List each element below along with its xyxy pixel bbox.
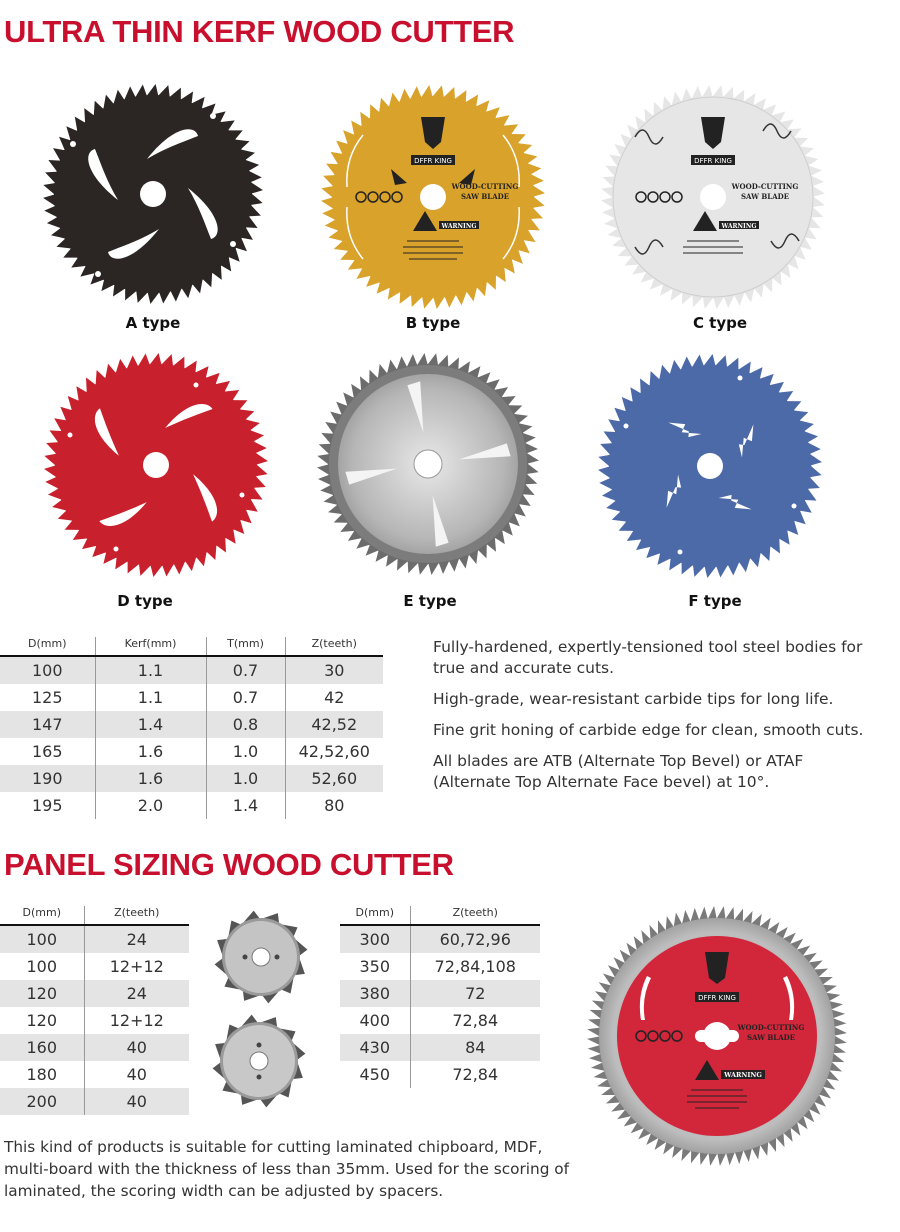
table-row (340, 925, 540, 953)
table-row (0, 1061, 189, 1088)
cell: 24 (84, 980, 189, 1007)
section-title-panel-sizing: PANEL SIZING WOOD CUTTER (4, 847, 454, 882)
table-row (0, 1007, 189, 1034)
table-row (0, 792, 383, 819)
cell: 0.7 (206, 684, 285, 711)
col-header-t: T(mm) (206, 637, 285, 656)
blade-f-image (596, 352, 824, 580)
table-row (0, 1034, 189, 1061)
table-row (0, 684, 383, 711)
svg-text:WARNING: WARNING (721, 223, 757, 230)
panel-sizing-blade-image (586, 905, 848, 1167)
scoring-blade-12t-image (213, 909, 309, 1005)
table-row (340, 953, 540, 980)
cell: 80 (285, 792, 383, 819)
svg-text:SAW BLADE: SAW BLADE (740, 192, 790, 201)
cell: 72,84 (410, 1007, 540, 1034)
caption-f-type: F type (688, 592, 742, 610)
cell: 125 (31, 688, 63, 707)
cell: 120 (0, 980, 84, 1007)
cell: 60,72,96 (410, 925, 540, 953)
cell: 100 (0, 656, 95, 684)
feature-item: Fully-hardened, expertly-tensioned tool steel bodies for true and accurate cuts. (433, 638, 863, 677)
cell: 24 (84, 925, 189, 953)
cell: 30 (285, 656, 383, 684)
table-row (0, 656, 383, 684)
svg-text:SAW BLADE: SAW BLADE (460, 192, 510, 201)
cell: 42,52 (285, 711, 383, 738)
table-row (0, 738, 383, 765)
cell: 1.4 (95, 711, 206, 738)
scoring-blade-24t-image (211, 1013, 307, 1109)
cell: 1.0 (206, 765, 285, 792)
panel-spec-table-small (0, 906, 189, 1115)
col-header-d: D(mm) (0, 906, 84, 925)
cell: 300 (340, 925, 410, 953)
caption-c-type: C type (692, 314, 748, 332)
svg-text:WARNING: WARNING (441, 223, 477, 230)
feature-item: All blades are ATB (Alternate Top Bevel) or ATAF (Alternate Top Alternate Face bevel) at 10°. (433, 752, 804, 791)
cell: 2.0 (95, 792, 206, 819)
col-header-d: D(mm) (0, 637, 95, 656)
cell: 1.6 (95, 765, 206, 792)
cell: 1.1 (95, 684, 206, 711)
ultra-thin-spec-table (0, 637, 383, 819)
col-header-d: D(mm) (340, 906, 410, 925)
svg-text:SAW BLADE: SAW BLADE (746, 1033, 796, 1042)
cell: 40 (84, 1034, 189, 1061)
table-row (340, 1034, 540, 1061)
cell: 40 (84, 1088, 189, 1115)
cell: 450 (359, 1065, 391, 1084)
cell: 84 (410, 1034, 540, 1061)
cell: 12+12 (84, 1007, 189, 1034)
cell: 160 (0, 1034, 84, 1061)
table-row (0, 925, 189, 953)
cell: 400 (359, 1011, 391, 1030)
cell: 42,52,60 (285, 738, 383, 765)
cell: 190 (0, 765, 95, 792)
feature-item: High-grade, wear-resistant carbide tips for long life. (433, 690, 834, 708)
svg-text:WOOD-CUTTING: WOOD-CUTTING (737, 1023, 805, 1032)
cell: 42 (285, 684, 383, 711)
panel-spec-table-large (340, 906, 540, 1088)
cell: 147 (0, 711, 95, 738)
cell: 72,84,108 (410, 953, 540, 980)
cell: 350 (359, 957, 391, 976)
cell: 120 (26, 1011, 58, 1030)
svg-text:DFFR KING: DFFR KING (694, 157, 732, 165)
cell: 100 (26, 957, 58, 976)
cell: 195 (31, 796, 63, 815)
blade-b-image (320, 84, 546, 310)
blade-c-image (600, 84, 826, 310)
feature-item: Fine grit honing of carbide edge for clean, smooth cuts. (433, 721, 864, 739)
table-row (340, 1061, 540, 1088)
caption-e-type: E type (403, 592, 457, 610)
table-row (0, 711, 383, 738)
table-row (340, 980, 540, 1007)
col-header-z: Z(teeth) (285, 637, 383, 656)
caption-d-type: D type (117, 592, 173, 610)
blade-a-image (43, 84, 263, 304)
cell: 72 (410, 980, 540, 1007)
col-header-z: Z(teeth) (84, 906, 189, 925)
cell: 165 (31, 742, 63, 761)
cell: 100 (0, 925, 84, 953)
svg-text:WOOD-CUTTING: WOOD-CUTTING (731, 182, 799, 191)
cell: 0.8 (206, 711, 285, 738)
cell: 200 (0, 1088, 84, 1115)
panel-sizing-description: This kind of products is suitable for cutting laminated chipboard, MDF, multi-board with the thickness of less than 35mm. Used for the scoring of laminated, the scoring width can be adjusted by spacers. (4, 1138, 570, 1200)
cell: 380 (340, 980, 410, 1007)
blade-d-image (43, 352, 269, 578)
svg-text:WARNING: WARNING (724, 1071, 762, 1079)
blade-e-image (314, 350, 542, 578)
col-header-z: Z(teeth) (410, 906, 540, 925)
feature-list (433, 637, 869, 803)
svg-text:DFFR KING: DFFR KING (698, 994, 736, 1002)
cell: 0.7 (206, 656, 285, 684)
cell: 1.0 (206, 738, 285, 765)
cell: 1.4 (206, 792, 285, 819)
table-row (0, 765, 383, 792)
col-header-kerf: Kerf(mm) (95, 637, 206, 656)
cell: 1.1 (95, 656, 206, 684)
table-row (0, 1088, 189, 1115)
cell: 12+12 (84, 953, 189, 980)
cell: 180 (26, 1065, 58, 1084)
cell: 1.6 (95, 738, 206, 765)
cell: 52,60 (285, 765, 383, 792)
table-row (340, 1007, 540, 1034)
table-row (0, 953, 189, 980)
table-row (0, 980, 189, 1007)
cell: 40 (84, 1061, 189, 1088)
svg-text:DFFR KING: DFFR KING (414, 157, 452, 165)
cell: 72,84 (410, 1061, 540, 1088)
caption-b-type: B type (405, 314, 461, 332)
svg-text:WOOD-CUTTING: WOOD-CUTTING (451, 182, 519, 191)
caption-a-type: A type (125, 314, 181, 332)
cell: 430 (340, 1034, 410, 1061)
section-title-ultra-thin: ULTRA THIN KERF WOOD CUTTER (4, 14, 515, 49)
